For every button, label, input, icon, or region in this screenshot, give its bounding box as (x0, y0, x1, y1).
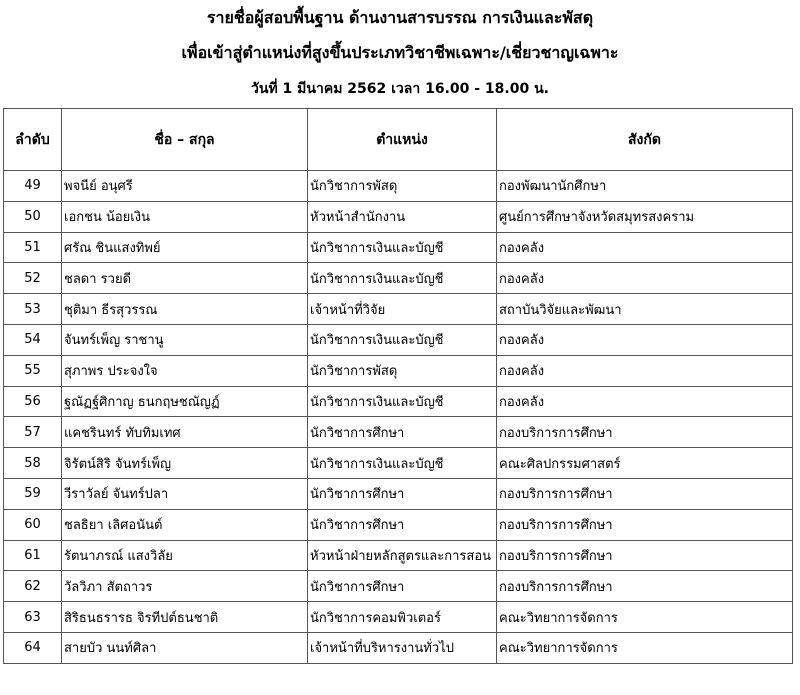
column-header-affiliation: สังกัด (497, 109, 793, 171)
cell-order: 58 (4, 448, 62, 479)
cell-order: 49 (4, 171, 62, 202)
cell-position: นักวิชาการศึกษา (308, 509, 497, 540)
table-row (4, 201, 793, 232)
table-row (4, 263, 793, 294)
cell-order: 56 (4, 386, 62, 417)
cell-affiliation: กองบริการการศึกษา (497, 509, 793, 540)
cell-position: นักวิชาการเงินและบัญชี (308, 448, 497, 479)
cell-order: 64 (4, 632, 62, 663)
document-title: รายชื่อผู้สอบพื้นฐาน ด้านงานสารบรรณ การเงินและพัสดุ (206, 8, 594, 27)
table-row (4, 448, 793, 479)
column-header-position: ตำแหน่ง (308, 109, 497, 171)
cell-name: เอกชน น้อยเงิน (62, 201, 308, 232)
cell-position: นักวิชาการเงินและบัญชี (308, 386, 497, 417)
cell-name: จิรัตน์สิริ จันทร์เพ็ญ (62, 448, 308, 479)
cell-name: ชลดา รวยดี (62, 263, 308, 294)
cell-order: 57 (4, 417, 62, 448)
table-row (4, 355, 793, 386)
cell-name: ชุติมา ธีรสุวรรณ (62, 294, 308, 325)
cell-order: 59 (4, 478, 62, 509)
cell-name: แคชรินทร์ ทับทิมเทศ (62, 417, 308, 448)
cell-order: 63 (4, 602, 62, 633)
cell-affiliation: กองบริการการศึกษา (497, 540, 793, 571)
cell-name: ชลธิยา เลิศอนันต์ (62, 509, 308, 540)
cell-order: 51 (4, 232, 62, 263)
cell-affiliation: กองบริการการศึกษา (497, 417, 793, 448)
cell-position: หัวหน้าสำนักงาน (308, 201, 497, 232)
cell-order: 62 (4, 571, 62, 602)
table-row (4, 540, 793, 571)
table-header-row (4, 109, 793, 171)
cell-name: สิริธนธรารธ จิรทีปต์ธนชาติ (62, 602, 308, 633)
cell-position: นักวิชาการพัสดุ (308, 355, 497, 386)
table-row (4, 417, 793, 448)
cell-order: 50 (4, 201, 62, 232)
cell-affiliation: กองคลัง (497, 386, 793, 417)
cell-affiliation: กองคลัง (497, 263, 793, 294)
cell-position: นักวิชาการเงินและบัญชี (308, 232, 497, 263)
cell-affiliation: คณะวิทยาการจัดการ (497, 632, 793, 663)
cell-position: เจ้าหน้าที่วิจัย (308, 294, 497, 325)
table-row (4, 294, 793, 325)
exam-date-time: วันที่ 1 มีนาคม 2562 เวลา 16.00 - 18.00 น. (251, 81, 549, 97)
cell-position: นักวิชาการพัสดุ (308, 171, 497, 202)
table-row (4, 632, 793, 663)
document-subtitle: เพื่อเข้าสู่ตำแหน่งที่สูงขึ้นประเภทวิชาชีพเฉพาะ/เชี่ยวชาญเฉพาะ (181, 43, 619, 62)
table-row (4, 602, 793, 633)
cell-name: สายบัว นนท์ศิลา (62, 632, 308, 663)
cell-affiliation: กองพัฒนานักศึกษา (497, 171, 793, 202)
cell-position: นักวิชาการคอมพิวเตอร์ (308, 602, 497, 633)
cell-position: นักวิชาการศึกษา (308, 478, 497, 509)
cell-order: 54 (4, 324, 62, 355)
column-header-order: ลำดับ (4, 109, 62, 171)
table-row (4, 478, 793, 509)
cell-name: วัลวิภา สัตถาวร (62, 571, 308, 602)
cell-position: นักวิชาการเงินและบัญชี (308, 324, 497, 355)
cell-order: 61 (4, 540, 62, 571)
cell-affiliation: กองบริการการศึกษา (497, 478, 793, 509)
examinee-table (3, 108, 793, 664)
cell-affiliation: ศูนย์การศึกษาจังหวัดสมุทรสงคราม (497, 201, 793, 232)
column-header-name: ชื่อ – สกุล (62, 109, 308, 171)
cell-name: สุภาพร ประจงใจ (62, 355, 308, 386)
cell-name: ฐณัฏฐ์ศิกาญ ธนกฤษชณัญฏ์ (62, 386, 308, 417)
cell-affiliation: คณะวิทยาการจัดการ (497, 602, 793, 633)
table-row (4, 509, 793, 540)
cell-position: นักวิชาการศึกษา (308, 571, 497, 602)
cell-order: 55 (4, 355, 62, 386)
table-row (4, 324, 793, 355)
cell-affiliation: กองบริการการศึกษา (497, 571, 793, 602)
cell-affiliation: กองคลัง (497, 324, 793, 355)
cell-name: รัตนาภรณ์ แสงวิลัย (62, 540, 308, 571)
cell-order: 60 (4, 509, 62, 540)
cell-position: นักวิชาการเงินและบัญชี (308, 263, 497, 294)
table-row (4, 232, 793, 263)
cell-affiliation: คณะศิลปกรรมศาสตร์ (497, 448, 793, 479)
cell-name: พจนีย์ อนุศรี (62, 171, 308, 202)
cell-affiliation: กองคลัง (497, 232, 793, 263)
cell-name: วีราวัลย์ จันทร์ปลา (62, 478, 308, 509)
cell-position: หัวหน้าฝ่ายหลักสูตรและการสอน (308, 540, 497, 571)
table-row (4, 571, 793, 602)
table-row (4, 386, 793, 417)
table-row (4, 171, 793, 202)
cell-name: ศรัณ ชินแสงทิพย์ (62, 232, 308, 263)
cell-position: เจ้าหน้าที่บริหารงานทั่วไป (308, 632, 497, 663)
cell-name: จันทร์เพ็ญ ราชานู (62, 324, 308, 355)
cell-affiliation: กองคลัง (497, 355, 793, 386)
cell-affiliation: สถาบันวิจัยและพัฒนา (497, 294, 793, 325)
cell-order: 53 (4, 294, 62, 325)
cell-position: นักวิชาการศึกษา (308, 417, 497, 448)
cell-order: 52 (4, 263, 62, 294)
